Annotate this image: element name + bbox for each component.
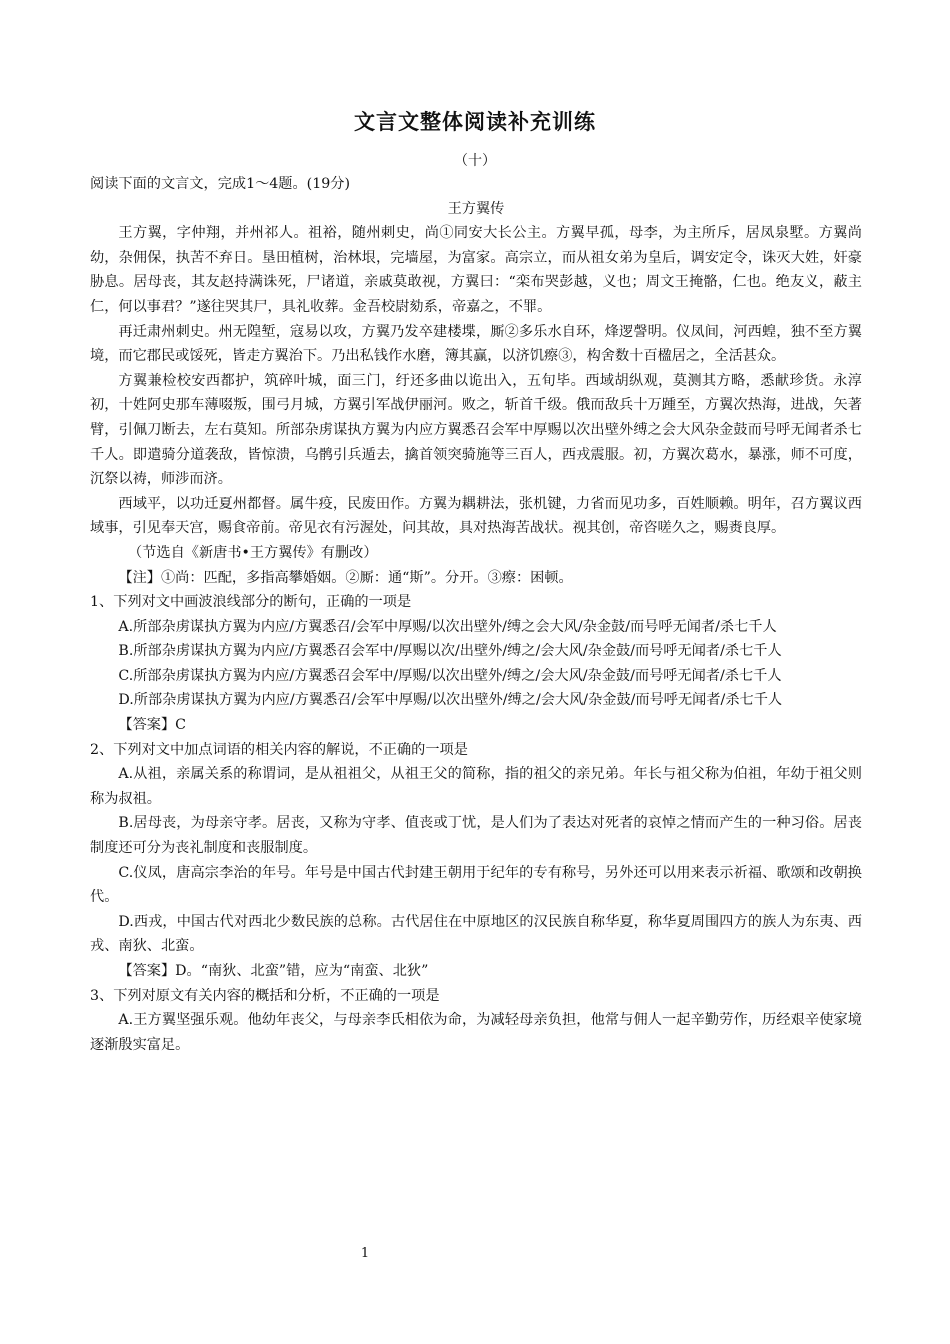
passage-paragraph: 西域平，以功迁夏州都督。属牛疫，民废田作。方翼为耦耕法，张机键，力省而见功多，百姓顺赖。明年，召方翼议西域事，引见奉天宫，赐食帝前。帝见衣有污渥处，问其故，具对热海苦战状。视其创，帝咨嗟久之，赐赉良厚。 — [90, 495, 862, 537]
question-stem: 1、下列对文中画波浪线部分的断句，正确的一项是 — [90, 594, 412, 611]
answer-option: C.仪凤，唐高宗李治的年号。年号是中国古代封建王朝用于纪年的专有称号，另外还可以用来表示祈福、歌颂和改朝换代。 — [90, 864, 862, 906]
passage-paragraph: 王方翼，字仲翔，并州祁人。祖裕，随州刺史，尚①同安大长公主。方翼早孤，母李，为主所斥，居凤泉墅。方翼尚幼，杂佣保，执苦不弃日。垦田植树，治林垠，完墙屋，为富家。高宗立，而从祖女弟为皇后，调安定令，诛灭大姓，奸豪胁息。居母丧，其友赵持满诛死，尸诸道，亲戚莫敢视，方翼曰：“栾布哭彭越，义也；周文王掩骼，仁也。绝友义，蔽主仁，何以事君？”遂往哭其尸，具礼收葬。金吾校尉劾系，帝嘉之，不罪。 — [90, 225, 862, 315]
page-number: 1 — [360, 1246, 370, 1261]
answer-key: 【答案】D。“南狄、北蛮”错，应为“南蛮、北狄” — [118, 963, 429, 979]
answer-option: B.所部杂虏谋执方翼为内应/方翼悉召会军中/厚赐以次/出壁外/缚之/会大风/杂金鼓/而号呼无闻者/杀七千人 — [118, 643, 782, 660]
answer-option: D.所部杂虏谋执方翼为内应/方翼悉召/会军中厚赐/以次出壁外/缚之/会大风/杂金鼓/而号呼无闻者/杀七千人 — [118, 692, 783, 709]
document-body — [90, 172, 862, 1057]
source-citation: （节选自《新唐书•王方翼传》有删改） — [128, 544, 378, 561]
annotation-note: 【注】①尚：匹配，多指高攀婚姻。②厮：通“斯”。分开。③瘵：困顿。 — [118, 569, 573, 586]
document-subtitle: （十） — [454, 153, 496, 169]
question-stem: 3、下列对原文有关内容的概括和分析，不正确的一项是 — [90, 987, 440, 1004]
answer-option: B.居母丧，为母亲守孝。居丧，又称为守孝、值丧或丁忧，是人们为了表达对死者的哀悼之情而产生的一种习俗。居丧制度还可分为丧礼制度和丧服制度。 — [90, 815, 862, 857]
answer-option: C.所部杂虏谋执方翼为内应/方翼悉召会军中/厚赐/以次出壁外/缚之/会大风/杂金鼓/而号呼无闻者/杀七千人 — [118, 667, 782, 684]
answer-key: 【答案】C — [118, 717, 186, 734]
question-stem: 2、下列对文中加点词语的相关内容的解说，不正确的一项是 — [90, 741, 468, 758]
answer-option: A.所部杂虏谋执方翼为内应/方翼悉召/会军中厚赐/以次出壁外/缚之会大风/杂金鼓/而号呼无闻者/杀七千人 — [118, 618, 777, 635]
passage-paragraph: 方翼兼检校安西都护，筑碎叶城，面三门，纡还多曲以诡出入，五旬毕。西域胡纵观，莫测其方略，悉献珍货。永淳初，十姓阿史那车薄啜叛，围弓月城，方翼引军战伊丽河。败之，斩首千级。俄而敌兵十万踵至，方翼次热海，进战，矢著臂，引佩刀断去，左右莫知。所部杂虏谋执方翼为内应方翼悉召会军中厚赐以次出壁外缚之会大风杂金鼓而号呼无闻者杀七千人。即遣骑分道袭敌，皆惊溃，乌鹘引兵遁去，擒首领突骑施等三百人，西戎震服。初，方翼次葛水，暴涨，师不可度，沉祭以祷，师涉而济。 — [90, 372, 862, 488]
answer-option: A.王方翼坚强乐观。他幼年丧父，与母亲李氏相依为命，为减轻母亲负担，他常与佣人一起辛勤劳作，历经艰辛使家境逐渐殷实富足。 — [90, 1012, 862, 1053]
answer-option: A.从祖，亲属关系的称谓词，是从祖祖父，从祖王父的简称，指的祖父的亲兄弟。年长与祖父称为伯祖，年幼于祖父则称为叔祖。 — [90, 766, 862, 807]
passage-title: 王方翼传 — [447, 200, 505, 217]
intro-text: 阅读下面的文言文，完成1～4题。(19分) — [90, 176, 350, 192]
document-title: 文言文整体阅读补充训练 — [354, 109, 596, 134]
answer-option: D.西戎，中国古代对西北少数民族的总称。古代居住在中原地区的汉民族自称华夏，称华夏周围四方的族人为东夷、西戎、南狄、北蛮。 — [90, 913, 862, 955]
passage-paragraph: 再迁肃州刺史。州无隍堑，寇易以攻，方翼乃发卒建楼堞，厮②多乐水自环，烽逻謦明。仪凤间，河西蝗，独不至方翼境，而它郡民或馁死，皆走方翼治下。乃出私钱作水磨，簿其赢，以济饥瘵③，构舍数十百楹居之，全活甚众。 — [90, 323, 862, 365]
